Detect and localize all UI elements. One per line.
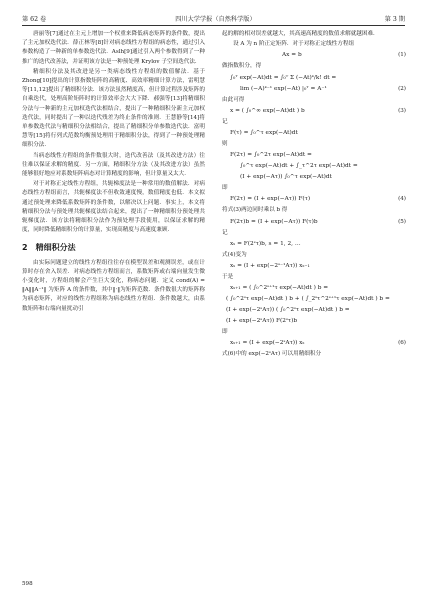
paragraph: 由实际问题建立的线性方程组往往存在模型误差和观测误差，或在计算时存在舍入误差．对病态线性方程组而言，系数矩阵或右端向量发生微小变化时，方程组的解会产生巨大变化，称病态问题．定义 cond(A) = ‖A‖‖A⁻¹‖ 为矩阵 A 的条件数，其中‖·‖为矩阵范数．条件数很大的矩阵称为病态矩阵，对应的线性方程组称为病态线性方程组．条件数越大，由系数矩阵和右端向量扰动引 xyxy=(22,259,205,312)
paragraph: 做指数积分，得 xyxy=(222,63,262,70)
equation-expr: Ax = b xyxy=(282,52,302,59)
paragraph: 即 xyxy=(222,185,228,192)
page-number: 598 xyxy=(22,581,33,587)
running-header xyxy=(22,12,405,24)
equation-expr: ∫₀ᵀ exp(−At)dt = ∫₀ᵀ Σ (−At)ᵏ/k! dt = xyxy=(230,74,337,81)
equation-expr: xₛ₊₁ = (I + exp(−2ˢAτ)) xₛ xyxy=(230,340,305,347)
equation-4 xyxy=(222,195,406,204)
equation-number: (6) xyxy=(398,340,406,347)
equation-expr: xₛ = (I + exp(−2ˢ⁻¹Aτ)) xₛ₋₁ xyxy=(230,263,310,270)
equation-expr: xₛ₊₁ = ( ∫₀^2ˢ⁺¹τ exp(−At)dt ) b = xyxy=(230,285,329,292)
paragraph: 则 xyxy=(222,141,228,148)
paragraph: 设 A 为 n 阶正定矩阵．对于对称正定线性方程组 xyxy=(233,41,355,48)
header-issue: 第 3 期 xyxy=(384,15,405,23)
paragraph: 当病态线性方程组的条件数很大时，迭代改善法（及其改进方法）往往难以保证求解的精度．另一方面，精细积分方法（及其改进方法）虽然能够很好地应对系数矩阵病态对计算精度的影响，但计算量又太大． xyxy=(22,152,205,178)
header-volume: 第 62 卷 xyxy=(22,15,47,23)
equation-expr: F(2τ) = (I + exp(−Aτ)) F(τ) xyxy=(230,196,311,203)
paragraph: 于是 xyxy=(222,274,234,281)
equation-1 xyxy=(222,51,406,60)
section-title: 2 精细积分法 xyxy=(22,243,76,253)
equation-4b xyxy=(222,162,406,171)
paragraph: 对于对称正定线性方程组，共轭梯度法是一种常用的数值解法．对病态线性方程组而言，共轭梯度法不但收敛速度慢，数值精度也低．本文拟通过预处理来降低系数矩阵的条件数，以解决以上问题．事实上，本文将精细积分法与预处理共轭梯度法结合起来，提出了一种精细积分预处理共轭梯度法．该方法将精细积分法作为预处理手段使用，以保证求解的精度，同时降低精细积分的计算量，实现高精度与高速度兼顾． xyxy=(22,181,205,234)
equation-4c xyxy=(222,173,406,182)
paragraph: 式(4)变为 xyxy=(222,251,247,258)
equation-xs xyxy=(222,240,406,249)
equation-number: (1) xyxy=(398,52,406,59)
paragraph: 即 xyxy=(222,329,228,336)
equation-F xyxy=(222,129,406,138)
equation-expr: ( ∫₀^2ˢτ exp(−At)dt ) b + ( ∫_2ˢτ^2ˢ⁺¹τ exp(−At)dt ) b = xyxy=(226,296,390,303)
equation-expr: F(τ) = ∫₀^τ exp(−At)dt xyxy=(230,130,298,137)
paragraph: 精细积分法及其改进是另一类病态线性方程组的数值解法．基于 Zhong[10]提出的计算指数矩阵的高精度、高效率精细计算方法，雷明慧等[11,12]提出了精细积分法．该方法虽然精度高，但计算过程涉及矩阵的自乘迭代，处理高阶矩阵时的计算效率会大大下降．郝强等[13]将精细积分法与一种新的主元加权迭代法相结合，提出了一种精细积分新主元加权迭代法，同时提出了一种以迭代残差为终止条件的准则．王慧静等[14]将单参数迭代法与精细积分法相结合，提出了精细积分单参数迭代法．富明慧等[15]将行列式范数均衡预处理用于精细积分法，得到了一种预处理精细积分法． xyxy=(22,68,205,149)
equation-3 xyxy=(222,107,406,116)
equation-6 xyxy=(222,339,406,348)
equation-2a xyxy=(222,74,406,83)
equation-expr: x = ( ∫₀^∞ exp(−At)dt ) b xyxy=(230,107,305,114)
paragraph: 将式(3)两边同时乘以 b 得 xyxy=(222,207,288,214)
equation-expr: (I + exp(−2ˢAτ)) F(2ˢτ)b xyxy=(226,318,298,325)
paragraph: 式(6)中的 exp(−2ˢAτ) 可以用精细积分 xyxy=(222,351,322,358)
equation-expr: ∫₀^τ exp(−At)dt + ∫_τ^2τ exp(−At)dt = xyxy=(240,163,358,170)
left-column xyxy=(22,30,205,315)
paragraph: 记 xyxy=(222,118,228,125)
paragraph: 唐丽等[7]通过在主元上增加一个权重来降低病态矩阵的条件数，提出了主元加权迭代法．薛正林等[8]针对病态线性方程组的病态性，通过引入参数构造了一种新的单参数迭代法．Aslh[9]通过引入两个参数得到了一种推广的迭代改善法，并证明该方法是一种预处理 Krylov 子空间迭代法． xyxy=(22,31,205,65)
header-journal: 四川大学学报（自然科学版） xyxy=(175,15,256,23)
equation-expr: lim (−A)ᵏ⁻¹ exp(−At) |₀ᵀ = A⁻¹ xyxy=(240,85,327,92)
equation-expr: (I + exp(−2ˢAτ)) ( ∫₀^2ˢτ exp(−At)dt ) b = xyxy=(226,307,350,314)
equation-6c xyxy=(222,306,406,315)
equation-expr: F(2τ) = ∫₀^2τ exp(−At)dt = xyxy=(230,152,312,159)
equation-2 xyxy=(222,85,406,94)
equation-number: (5) xyxy=(398,218,406,225)
equation-recurrence xyxy=(222,262,406,271)
paragraph: 起的解的相对误差就越大，其高速高精度的数值求解就越困难． xyxy=(222,31,379,37)
right-column xyxy=(222,30,406,361)
equation-number: (3) xyxy=(398,107,406,114)
equation-number: (4) xyxy=(398,196,406,203)
equation-6d xyxy=(222,317,406,326)
equation-expr: xₛ = F(2ˢτ)b, s = 1, 2, … xyxy=(230,240,301,247)
equation-6b xyxy=(222,295,406,304)
equation-4a xyxy=(222,151,406,160)
header-rule xyxy=(22,25,405,26)
equation-expr: F(2τ)b = (I + exp(−Aτ)) F(τ)b xyxy=(230,218,318,225)
equation-number: (2) xyxy=(398,85,406,92)
paragraph: 由此可得 xyxy=(222,96,245,103)
paragraph: 记 xyxy=(222,229,228,236)
equation-expr: (I + exp(−Aτ)) ∫₀^τ exp(−At)dt xyxy=(240,174,332,181)
equation-5 xyxy=(222,218,406,227)
equation-6a xyxy=(222,284,406,293)
